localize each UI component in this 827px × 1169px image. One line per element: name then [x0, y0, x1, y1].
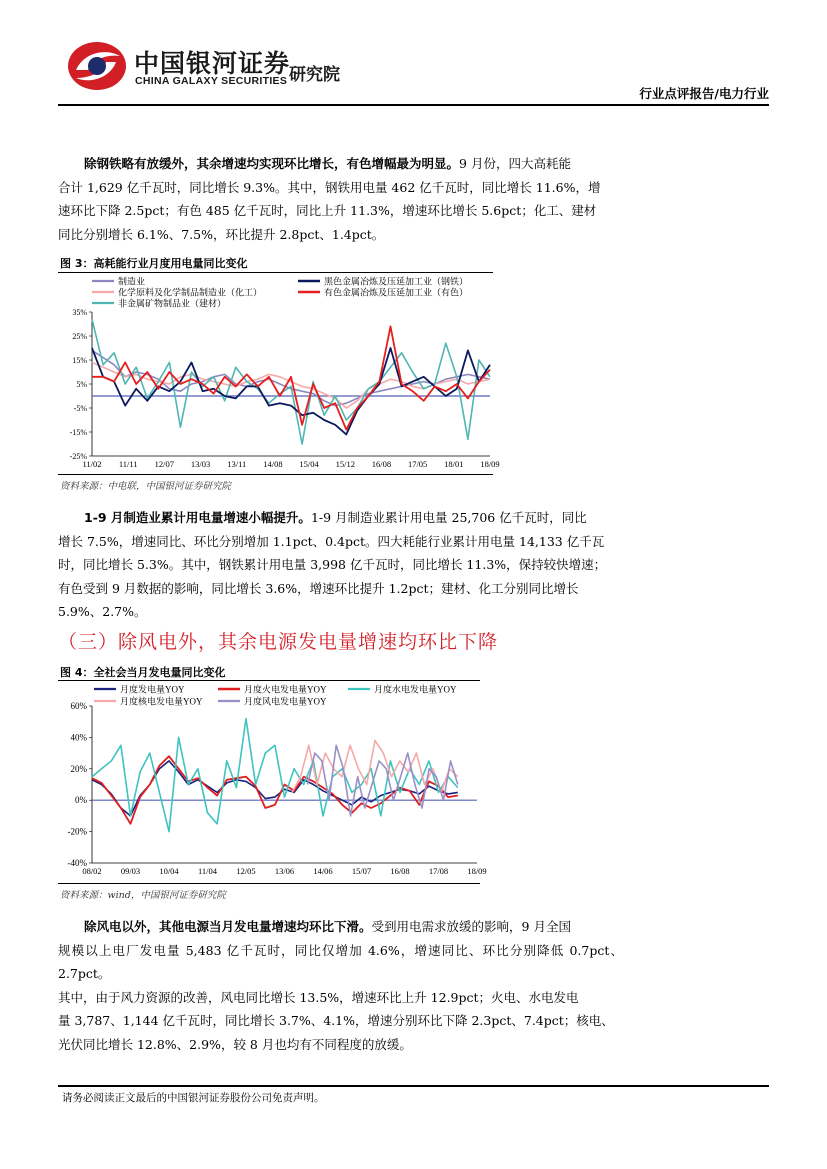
figure-3-bottom-rule [58, 474, 493, 475]
figure-3-source: 资料来源：中电联，中国银河证券研究院 [60, 481, 232, 492]
x-tick-label: 11/04 [197, 866, 218, 876]
legend-label: 月度核电发电量YOY [120, 696, 203, 707]
x-tick-label: 08/02 [82, 866, 102, 876]
figure-4-top-rule [58, 680, 480, 681]
x-tick-label: 12/05 [236, 866, 256, 876]
legend-label: 月度发电量YOY [120, 684, 185, 695]
series-line [92, 719, 458, 832]
y-tick-label: -15% [69, 428, 87, 437]
x-tick-label: 12/07 [154, 459, 175, 469]
figure-4-chart [58, 682, 487, 882]
x-tick-label: 14/08 [263, 459, 283, 469]
figure-4-bottom-rule [58, 883, 480, 884]
x-tick-label: 09/03 [120, 866, 141, 876]
x-tick-label: 11/02 [82, 459, 102, 469]
legend-label: 有色金属冶炼及压延加工业（有色） [324, 287, 469, 298]
y-tick-label: -25% [69, 452, 87, 461]
galaxy-logo-mark [66, 40, 128, 92]
paragraph-high-energy: 除钢铁略有放缓外，其余增速均实现环比增长，有色增幅最为明显。9 月份，四大高耗能 合计 1,629 亿千瓦时，同比增长 9.3%。其中，钢铁用电量 462 亿千瓦时，同比增长 11.6%，增 速环比下降 2.5pct；有色 485 亿千瓦时，同比上升 11.3%，增速环比增长 5.6pct；化工、建材 同比分别增长 6.1%、7.5%，环比提升 2.8pct、1.4pct。 [58, 156, 601, 242]
y-tick-label: 40% [70, 732, 87, 743]
x-tick-label: 16/08 [371, 459, 392, 469]
legend-label: 月度火电发电量YOY [244, 684, 327, 695]
x-tick-label: 17/05 [407, 459, 428, 469]
x-tick-label: 16/08 [390, 866, 410, 876]
paragraph-generation: 除风电以外，其他电源当月发电量增速均环比下滑。受到用电需求放缓的影响，9 月全国 规模以上电厂发电量 5,483 亿千瓦时，同比仅增加 4.6%，增速同比、环比分别降低 0.7pct、2.7pct。 其中，由于风力资源的改善，风电同比增长 13.5%，增速环比上升 12.9pct；火电、水电发电 量 3,787、1,144 亿千瓦时，同比增长 3.7%、4.1%，增速分别环比下降 2.3pct、7.4pct；核电、 光伏同比增长 12.8%、2.9%，较 8 月也均有不同程度的放缓。 [58, 919, 623, 1052]
figure-3-top-rule [58, 272, 493, 273]
x-tick-label: 11/11 [118, 459, 138, 469]
report-type: 行业点评报告/电力行业 [639, 86, 769, 101]
y-tick-label: 35% [72, 308, 87, 317]
x-tick-label: 18/09 [467, 866, 487, 876]
figure-3-title: 图 3：高耗能行业月度用电量同比变化 [60, 257, 248, 270]
header-rule [58, 104, 769, 106]
paragraph-manufacturing: 1-9 月制造业累计用电量增速小幅提升。1-9 月制造业累计用电量 25,706 亿千瓦时，同比 增长 7.5%，增速同比、环比分别增加 1.1pct、0.4pct。四大耗能行业累计用电量 14,133 亿千瓦 时，同比增长 5.3%。其中，钢铁累计用电量 3,998 亿千瓦时，同比增长 11.3%，保持较快增速； 有色受到 9 月数据的影响，同比增长 3.6%，增速环比提升 1.2pct；建材、化工分别同比增长 5.9%、2.7%。 [58, 510, 607, 620]
figure-4-source: 资料来源：wind，中国银河证券研究院 [60, 890, 226, 901]
x-tick-label: 13/03 [190, 459, 211, 469]
legend-label: 化学原料及化学制品制造业（化工） [118, 287, 263, 298]
x-tick-label: 18/01 [444, 459, 464, 469]
institute-label: 研究院 [289, 65, 340, 85]
x-tick-label: 13/11 [227, 459, 247, 469]
x-tick-label: 15/12 [335, 459, 355, 469]
x-tick-label: 15/04 [299, 459, 319, 469]
y-tick-label: 0% [75, 795, 87, 806]
legend-label: 制造业 [118, 276, 146, 287]
legend-label: 黑色金属冶炼及压延加工业（钢铁） [324, 276, 469, 287]
x-tick-label: 15/07 [351, 866, 372, 876]
y-tick-label: 25% [72, 332, 87, 341]
x-tick-label: 17/08 [428, 866, 449, 876]
y-tick-label: 5% [76, 380, 87, 389]
x-tick-label: 18/09 [480, 459, 500, 469]
legend-label: 月度风电发电量YOY [244, 696, 327, 707]
company-name-zh: 中国银河证券 [134, 49, 291, 78]
y-tick-label: -20% [67, 826, 87, 837]
figure-4-title: 图 4：全社会当月发电量同比变化 [60, 666, 226, 679]
y-tick-label: 60% [70, 701, 87, 711]
x-tick-label: 14/06 [313, 866, 333, 876]
company-name-en: CHINA GALAXY SECURITIES [135, 75, 288, 87]
figure-3-chart [58, 274, 500, 474]
x-tick-label: 10/04 [159, 866, 179, 876]
y-tick-label: 15% [72, 356, 87, 365]
legend-label: 非金属矿物制品业（建材） [118, 298, 227, 309]
y-tick-label: -40% [67, 858, 87, 868]
footer-disclaimer: 请务必阅读正文最后的中国银河证券股份公司免责声明。 [62, 1092, 325, 1104]
series-line [92, 326, 490, 429]
paragraph-lead: 除风电以外，其他电源当月发电量增速均环比下滑。 [84, 919, 372, 934]
y-tick-label: -5% [73, 404, 87, 413]
footer-rule [58, 1085, 769, 1087]
y-tick-label: 20% [70, 763, 87, 774]
section-heading: （三）除风电外，其余电源发电量增速均环比下降 [58, 631, 499, 653]
paragraph-lead: 1-9 月制造业累计用电量增速小幅提升。 [84, 510, 311, 525]
x-tick-label: 13/06 [274, 866, 295, 876]
legend-label: 月度水电发电量YOY [374, 684, 457, 695]
paragraph-lead: 除钢铁略有放缓外，其余增速均实现环比增长，有色增幅最为明显。 [84, 156, 460, 171]
